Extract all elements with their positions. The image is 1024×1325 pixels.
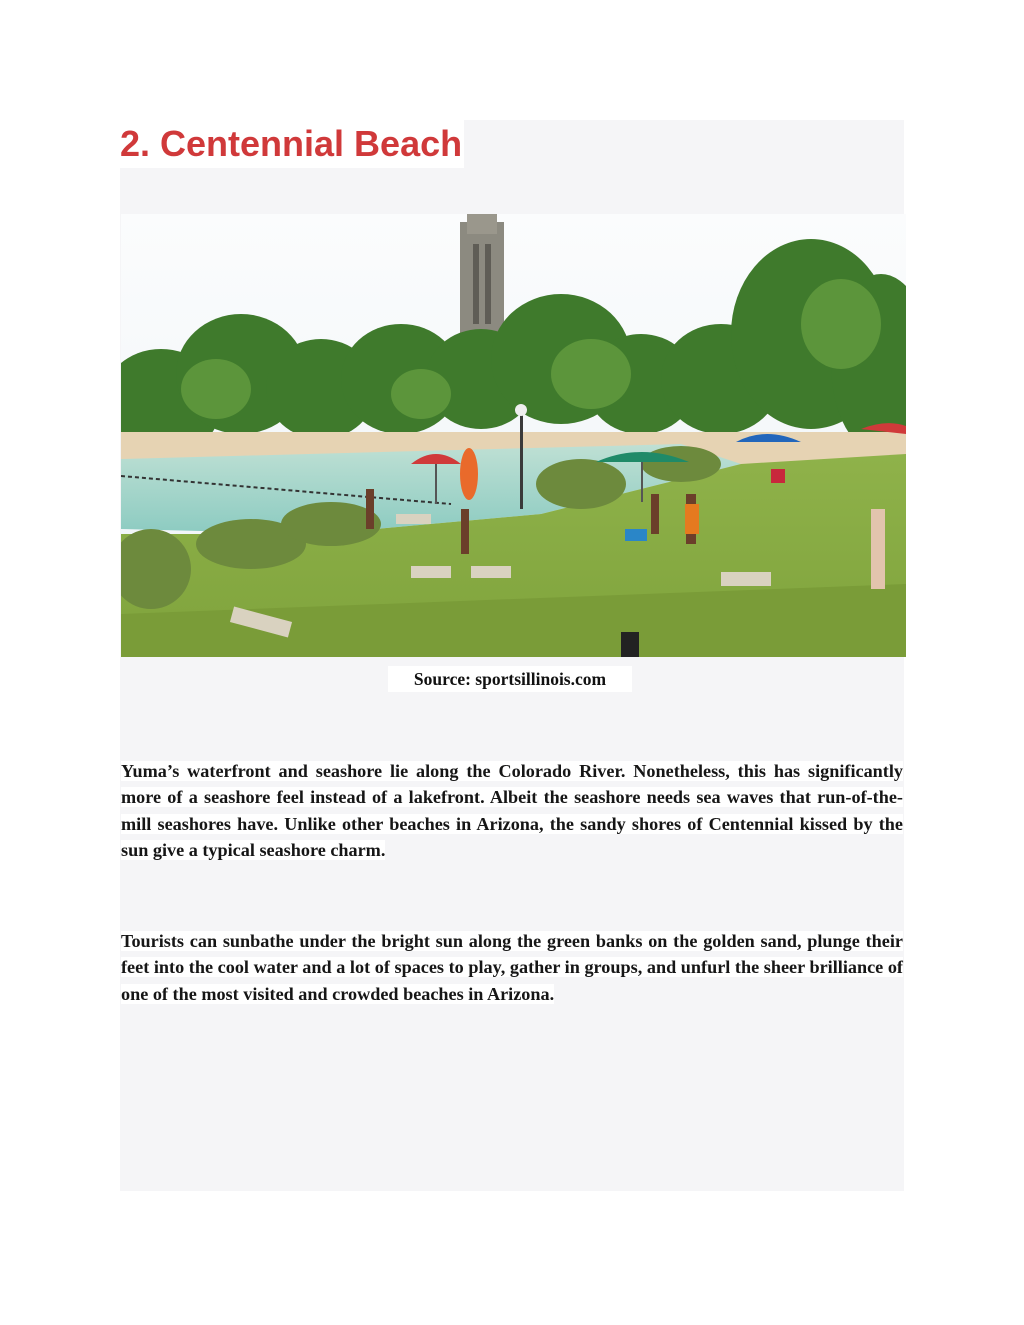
paragraph-2-text: Tourists can sunbathe under the bright sun along the green banks on the golden sand, plunge their feet into the cool water and a lot of spaces to play, gather in groups, and unfurl the sheer brilliance of one of the most visited and crowded beaches in Arizona. [121, 931, 903, 1004]
paragraph-1-text: Yuma’s waterfront and seashore lie along the Colorado River. Nonetheless, this has significantly more of a seashore feel instead of a lakefront. Albeit the seashore needs sea waves that run-of-the-mill seashores have. Unlike other beaches in Arizona, the sandy shores of Centennial kissed by the sun give a typical seashore charm. [121, 761, 903, 860]
paragraph-1 [121, 758, 903, 863]
paragraph-2 [121, 928, 903, 1007]
image-caption: Source: sportsillinois.com [388, 666, 632, 692]
beach-photo [121, 214, 906, 657]
page-title: 2. Centennial Beach [120, 120, 464, 168]
